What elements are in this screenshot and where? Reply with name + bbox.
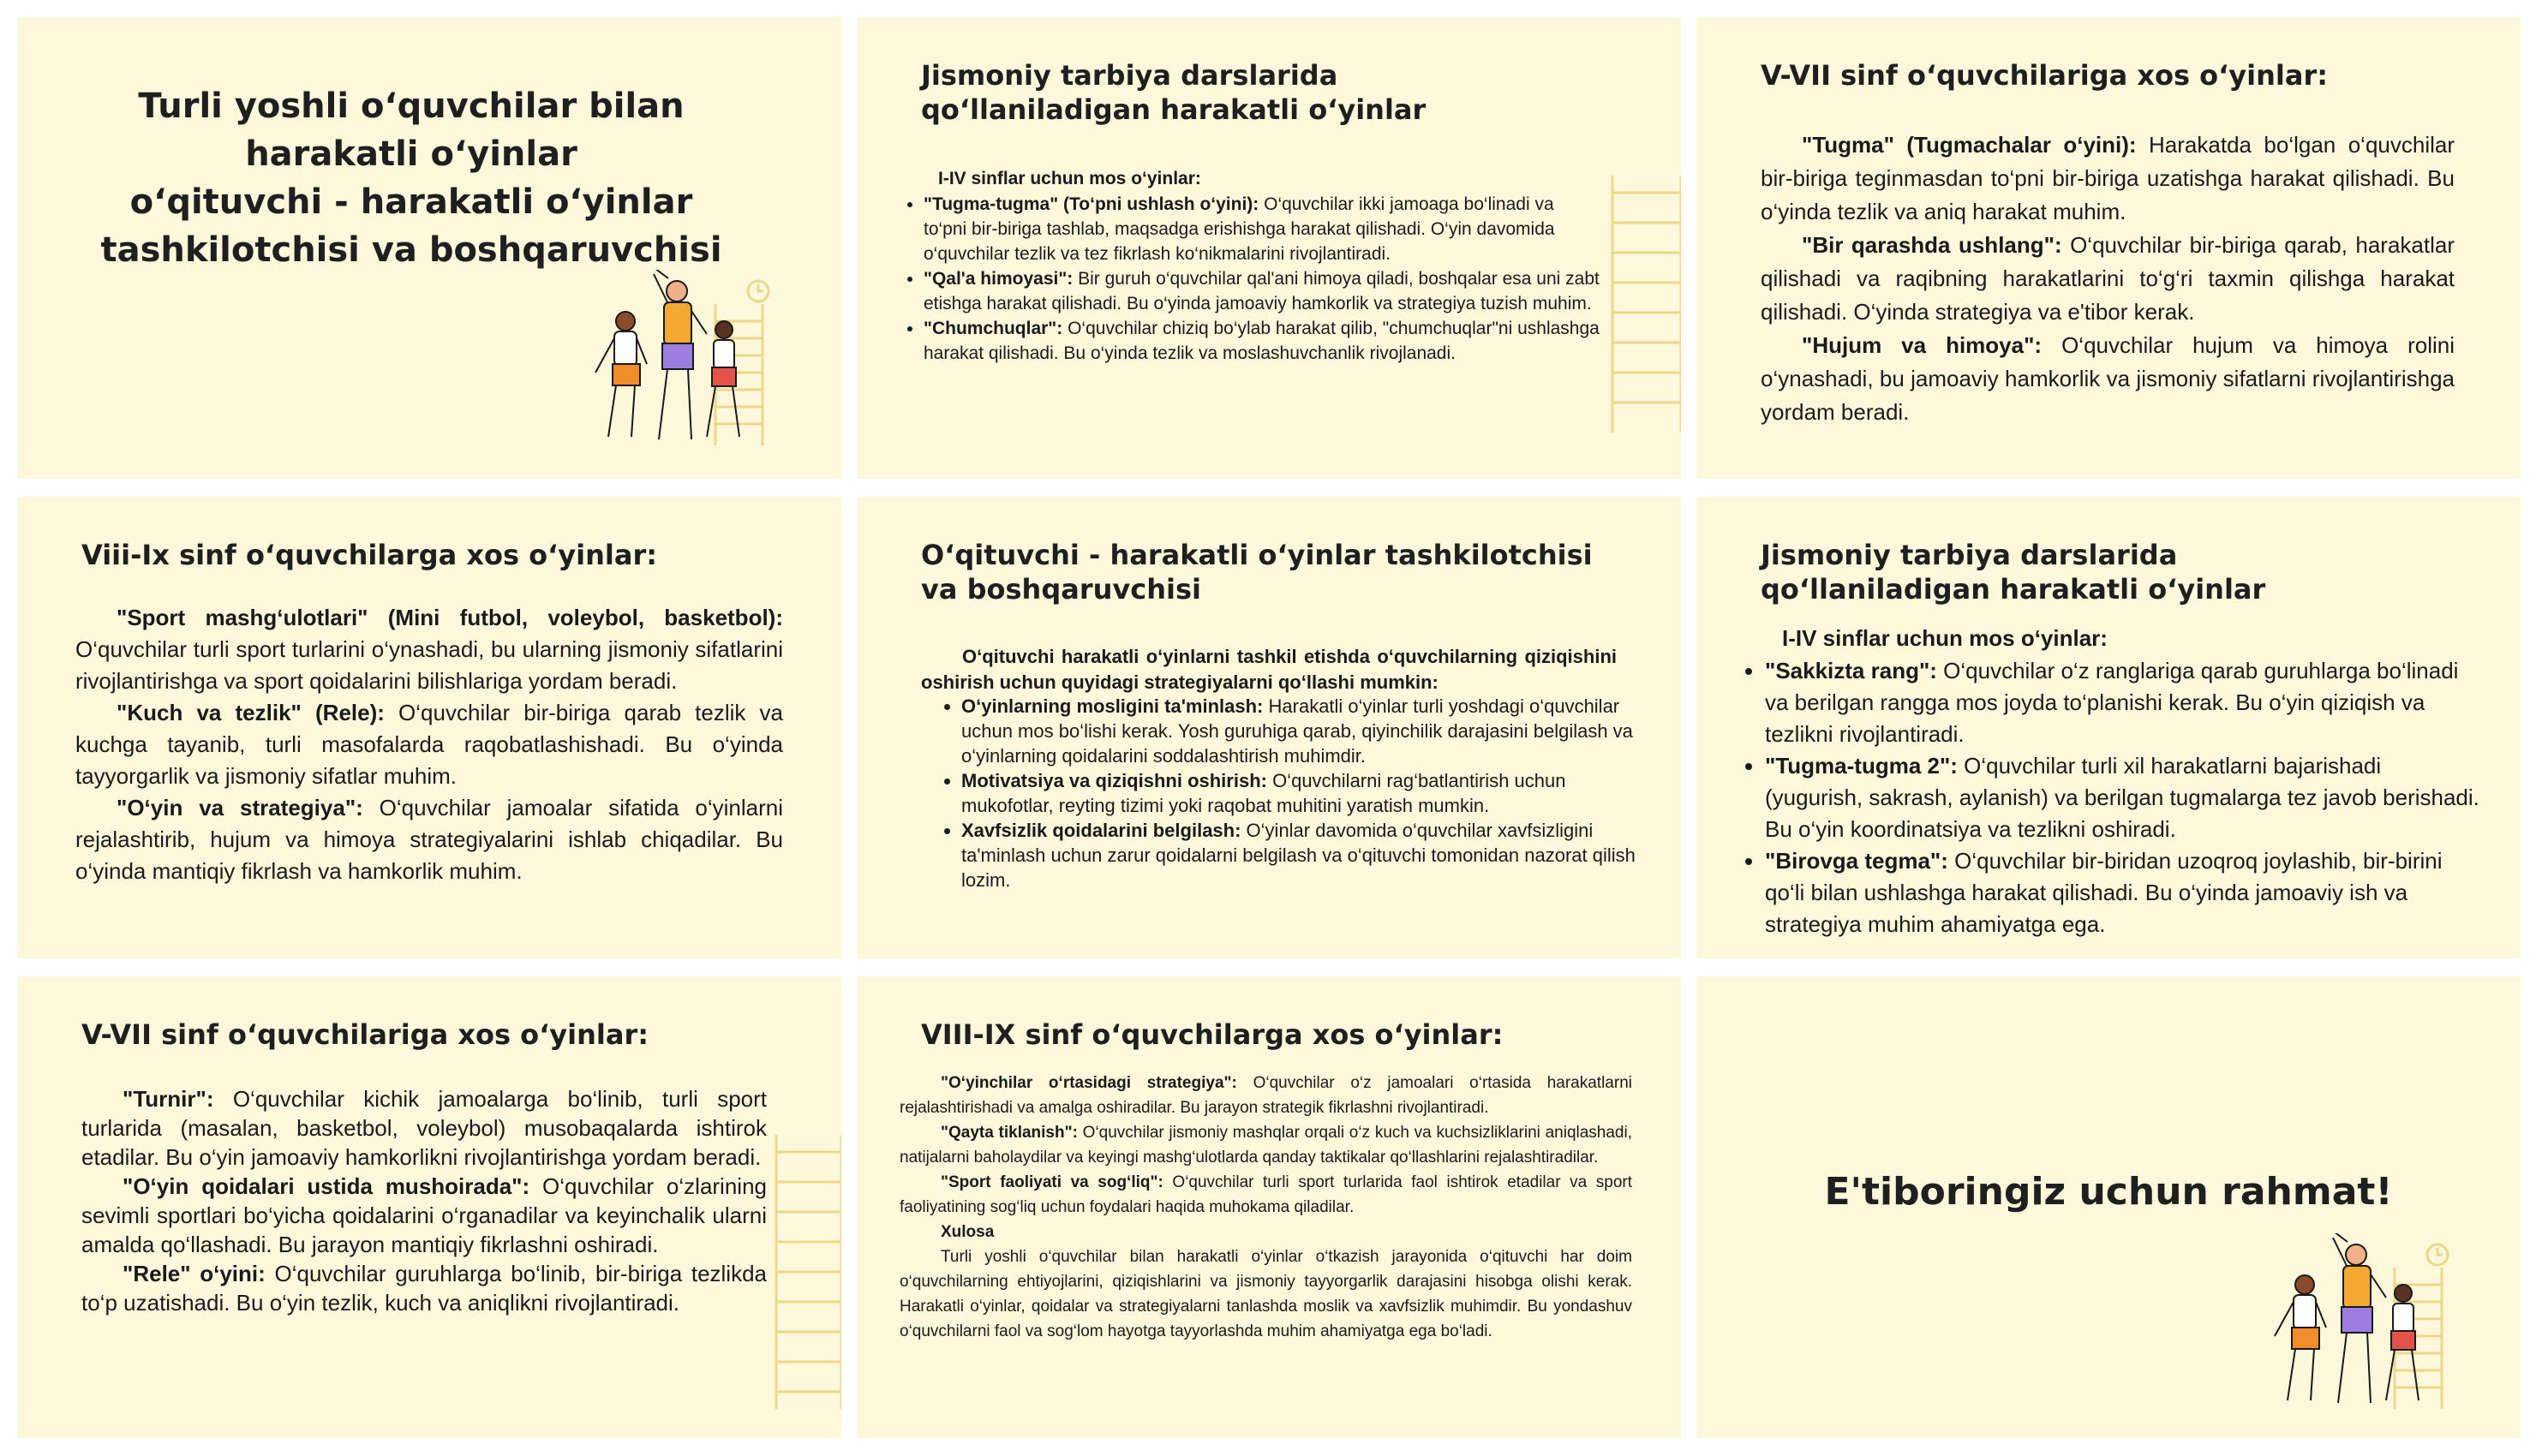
slide-title bbox=[17, 17, 841, 479]
slide-heading: Jismoniy tarbiya darslarida qo‘llaniladigan harakatli o‘yinlar bbox=[921, 59, 1426, 126]
grade-subtitle: I-IV sinflar uchun mos o‘yinlar: bbox=[938, 169, 1201, 188]
list-item: • Motivatsiya va qiziqishni oshirish: O‘quvchilarni rag‘batlantirish uchun mukofotlar, reyting tizimi yoki raqobat muhitini yaratish mumkin. bbox=[961, 768, 1638, 818]
slide-viii-ix-games-2 bbox=[857, 976, 1681, 1438]
list-item: • "Sakkizta rang": O‘quvchilar o‘z ranglariga qarab guruhlarga bo‘linadi va berilgan rangga mos joyda to‘planishi kerak. Bu o‘yin qiziqish va tezlikni rivojlantiradi. bbox=[1765, 655, 2481, 750]
slide-title-heading bbox=[69, 82, 754, 274]
list-item: • "Chumchuqlar": O‘quvchilar chiziq bo‘ylab harakat qilib, "chumchuqlar"ni ushlashga harakat qilishadi. Bu o‘yinda tezlik va moslashuvchanlik rivojlanadi. bbox=[924, 316, 1600, 366]
slide-heading: VIII-IX sinf o‘quvchilarga xos o‘yinlar: bbox=[921, 1018, 1504, 1051]
list-item: • Xavfsizlik qoidalarini belgilash: O‘yinlar davomida o‘quvchilar xavfsizligini ta'minlash uchun zarur qoidalarni belgilash va o‘qituvchi tomonidan nazorat qilish lozim. bbox=[961, 818, 1638, 892]
game-paragraph: "Sport faoliyati va sog‘liq": O‘quvchilar turli sport turlarida faol ishtirok etadilar va sport faoliyatining sog‘liq uchun foydalari haqida muhokama qiladilar. bbox=[900, 1173, 1632, 1216]
slide-v-vii-games bbox=[1696, 17, 2521, 479]
slide-i-iv-games-2 bbox=[1696, 497, 2521, 958]
game-paragraph: "Sport mashg‘ulotlari" (Mini futbol, voleybol, basketbol): O‘quvchilar turli sport turlarini o‘ynashadi, bu ularning jismoniy sifatlarini rivojlantirishga va sport qoidalarini bilishlariga yordam beradi. bbox=[75, 605, 783, 694]
games-text bbox=[75, 602, 783, 887]
slide-i-iv-games bbox=[857, 17, 1681, 479]
ladder-decoration bbox=[773, 1135, 841, 1409]
game-paragraph: "Rele" o‘yini: O‘quvchilar guruhlarga bo‘linib, bir-biriga tezlikda to‘p uzatishadi. Bu o‘yin tezlik, kuch va aniqlikni rivojlantiradi. bbox=[81, 1261, 768, 1316]
strategies-intro: O‘qituvchi harakatli o‘yinlarni tashkil etishda o‘quvchilarning qiziqishini oshirish uchun quyidagi strategiyalarni qo‘llashi mumkin: bbox=[921, 646, 1617, 693]
slide-heading: V-VII sinf o‘quvchilariga xos o‘yinlar: bbox=[1761, 59, 2329, 92]
game-paragraph: "Bir qarashda ushlang": O‘quvchilar bir-biriga qarab, harakatlar qilishadi va raqibning harakatlarini to‘g‘ri taxmin qilishga harakat qilishadi. O‘yinda strategiya va e'tibor kerak. bbox=[1761, 232, 2455, 325]
games-list bbox=[1746, 655, 2481, 940]
list-item: • "Tugma-tugma" (To‘pni ushlash o‘yini): O‘quvchilar ikki jamoaga bo‘linadi va to‘pni bir-biriga tashlab, maqsadga erishishga harakat qilishadi. O‘yin davomida o‘quvchilar tezlik va tez fikrlash ko‘nikmalarini rivojlantiradi. bbox=[924, 192, 1600, 266]
games-text bbox=[1761, 128, 2455, 429]
title-line-4: tashkilotchisi va boshqaruvchisi bbox=[100, 230, 722, 270]
exercising-kids-illustration bbox=[587, 270, 784, 450]
games-list bbox=[905, 192, 1600, 366]
slide-teacher-strategies bbox=[857, 497, 1681, 958]
game-paragraph: "Turnir": O‘quvchilar kichik jamoalarga bo‘linib, turli sport turlarida (masalan, basketbol, voleybol) musobaqalarda ishtirok etadilar. Bu o‘yin jamoaviy hamkorlikni rivojlantirishga yordam beradi. bbox=[81, 1086, 767, 1170]
game-paragraph: "O‘yin qoidalari ustida mushoirada": O‘quvchilar o‘zlarining sevimli sportlari bo‘yicha qoidalarini o‘rganadilar va keyinchalik ularni amalda qo‘llashadi. Bu jarayon mantiqiy fikrlashni oshiradi. bbox=[81, 1173, 767, 1257]
slide-viii-ix-games bbox=[17, 497, 841, 958]
ladder-decoration bbox=[1609, 176, 1681, 433]
grade-subtitle: I-IV sinflar uchun mos o‘yinlar: bbox=[1782, 625, 2108, 651]
exercising-kids-illustration bbox=[2266, 1233, 2463, 1413]
game-paragraph: "Kuch va tezlik" (Rele): O‘quvchilar bir-biriga qarab tezlik va kuchga tayanib, turli masofalarda raqobatlashishadi. Bu o‘yinda tayyorgarlik va jismoniy sifatlar muhim. bbox=[75, 700, 783, 789]
list-item: • "Birovga tegma": O‘quvchilar bir-biridan uzoqroq joylashib, bir-birini qo‘li bilan ushlashga harakat qilishadi. Bu o‘yinda jamoaviy ish va strategiya muhim ahamiyatga ega. bbox=[1765, 845, 2481, 940]
list-item: • "Tugma-tugma 2": O‘quvchilar turli xil harakatlarni bajarishadi (yugurish, sakrash, aylanish) va berilgan tugmalarga tez javob berishadi. Bu o‘yin koordinatsiya va tezlikni oshiradi. bbox=[1765, 750, 2481, 845]
slide-heading: Viii-Ix sinf o‘quvchilarga xos o‘yinlar: bbox=[81, 539, 658, 571]
list-item: • "Qal'a himoyasi": Bir guruh o‘quvchilar qal'ani himoya qiladi, boshqalar esa uni zabt etishga harakat qilishadi. Bu o‘yinda jamoaviy hamkorlik va strategiya tuzish muhim. bbox=[924, 266, 1600, 316]
conclusion-text: Turli yoshli o‘quvchilar bilan harakatli o‘yinlar o‘tkazish jarayonida o‘qituvchi har doim o‘quvchilarning ehtiyojlarini, qiziqishlarini va jismoniy tayyorgarlik darajasini hisobga olishi kerak. Harakatli o‘yinlar, qoidalar va strategiyalarni tanlashda moslik va xavfsizlik muhimdir. Bu yondashuv o‘quvchilarni faol va sog‘lom hayotga tayyorlashda muhim ahamiyatga ega bo‘ladi. bbox=[900, 1248, 1632, 1340]
slide-heading: V-VII sinf o‘quvchilariga xos o‘yinlar: bbox=[81, 1018, 649, 1051]
game-paragraph: "Qayta tiklanish": O‘quvchilar jismoniy mashqlar orqali o‘z kuch va kuchsizliklarini aniqlashadi, natijalarni baholaydilar va keyingi mashg‘ulotlarda qanday taktikalar qo‘llashlarini rejalashtiradilar. bbox=[900, 1124, 1632, 1167]
slide-heading: Jismoniy tarbiya darslarida qo‘llaniladigan harakatli o‘yinlar bbox=[1761, 539, 2266, 606]
title-line-3: o‘qituvchi - harakatli o‘yinlar bbox=[129, 182, 693, 222]
strategies-list bbox=[942, 694, 1638, 892]
game-paragraph: "O‘yin va strategiya": O‘quvchilar jamoalar sifatida o‘yinlarni rejalashtirib, hujum va himoya strategiyalarini ishlab chiqadilar. Bu o‘yinda mantiqiy fikrlash va hamkorlik muhim. bbox=[75, 795, 783, 884]
game-paragraph: "Tugma" (Tugmachalar o‘yini): Harakatda bo‘lgan o‘quvchilar bir-biriga teginmasdan to‘pni bir-biriga uzatishga harakat qilishadi. Bu o‘yinda tezlik va aniq harakat muhim. bbox=[1761, 132, 2455, 224]
title-line-1: Turli yoshli o‘quvchilar bilan bbox=[138, 87, 685, 126]
conclusion-heading: Xulosa bbox=[941, 1223, 995, 1241]
title-line-2: harakatli o‘yinlar bbox=[245, 134, 577, 174]
game-paragraph: "Hujum va himoya": O‘quvchilar hujum va himoya rolini o‘ynashadi, bu jamoaviy hamkorlik va jismoniy sifatlarni rivojlantirishga yordam beradi. bbox=[1761, 332, 2455, 425]
slide-heading: O‘qituvchi - harakatli o‘yinlar tashkilotchisi va boshqaruvchisi bbox=[921, 539, 1593, 606]
slide-thanks bbox=[1696, 976, 2521, 1438]
game-paragraph: "O‘yinchilar o‘rtasidagi strategiya": O‘quvchilar o‘z jamoalari o‘rtasida harakatlarni rejalashtirishadi va amalga oshiradilar. Bu jarayon strategik fikrlashni rivojlantiradi. bbox=[900, 1074, 1632, 1117]
thanks-heading: E'tiboringiz uchun rahmat! bbox=[1824, 1170, 2393, 1214]
slide-v-vii-games-2 bbox=[17, 976, 841, 1438]
list-item: • O‘yinlarning mosligini ta'minlash: Harakatli o‘yinlar turli yoshdagi o‘quvchilar uchun mos bo‘lishi kerak. Yosh guruhiga qarab, qiyinchilik darajasini belgilash va o‘yinlarning qoidalarini soddalashtirish muhimdir. bbox=[961, 694, 1638, 768]
games-text bbox=[900, 1071, 1632, 1344]
games-text bbox=[81, 1084, 767, 1317]
